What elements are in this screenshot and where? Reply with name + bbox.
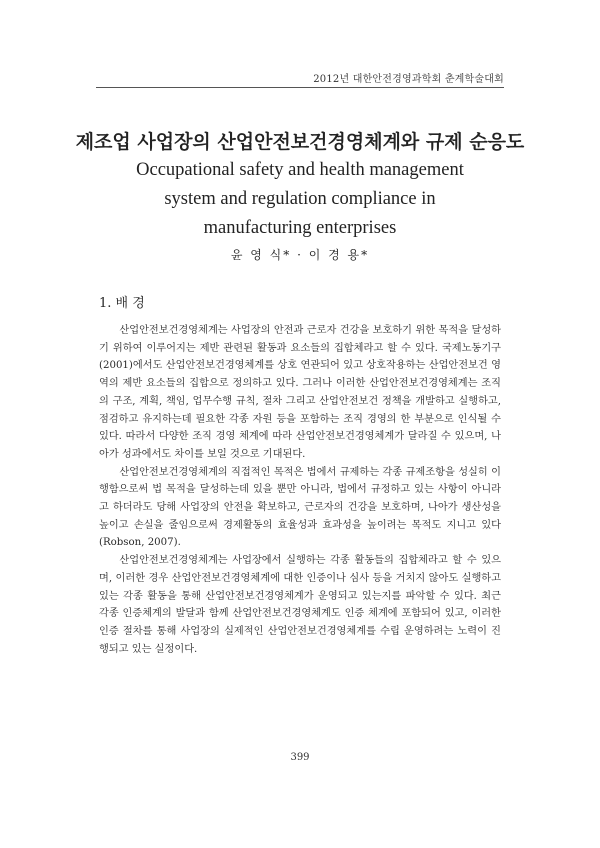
korean-title: 제조업 사업장의 산업안전보건경영체계와 규제 순응도 bbox=[75, 131, 525, 153]
paragraph: 산업안전보건경영체계의 직접적인 목적은 법에서 규제하는 각종 규제조항을 성실히 이행함으로써 법 목적을 달성하는데 있을 뿐만 아니라, 법에서 규정하고 있는 사항이 아니라고 하더라도 당해 사업장의 안전을 확보하고, 근로자의 건강을 보호하며, 나아가 생산성을 높이고 손실을 줄임으로써 경제활동의 효율성과 효과성을 높이려는 목적도 지니고 있다(Robson, 2007). bbox=[99, 466, 501, 549]
english-title-line: manufacturing enterprises bbox=[203, 218, 397, 238]
english-title-line: system and regulation compliance in bbox=[164, 189, 436, 209]
page-number: 399 bbox=[290, 752, 310, 763]
section-heading: 1. 배 경 bbox=[99, 296, 145, 311]
header-rule bbox=[96, 87, 504, 88]
section-body bbox=[99, 322, 501, 658]
title-block bbox=[70, 128, 530, 243]
running-header: 2012년 대한안전경영과학회 춘계학술대회 bbox=[313, 74, 504, 85]
paragraph: 산업안전보건경영체계는 사업장에서 실행하는 각종 활동들의 집합체라고 할 수 있으며, 이러한 경우 산업안전보건경영체계에 대한 인증이나 심사 등을 거치지 않아도 실행하고 있는 각종 활동을 통해 산업안전보건경영체계가 운영되고 있는지를 파악할 수 있다. 최근 각종 인증체계의 발달과 함께 산업안전보건경영체계도 인증 체계에 포함되어 있고, 이러한 인증 절차를 통해 사업장의 실제적인 산업안전보건경영체계를 수립 운영하려는 노력이 진행되고 있는 실정이다. bbox=[99, 555, 501, 655]
authors: 윤 영 식* · 이 경 용* bbox=[230, 248, 370, 262]
english-title-line: Occupational safety and health management bbox=[136, 160, 464, 180]
paragraph: 산업안전보건경영체계는 사업장의 안전과 근로자 건강을 보호하기 위한 목적을 달성하기 위하여 이루어지는 제반 관련된 활동과 요소들의 집합체라고 할 수 있다. 국제노동기구(2001)에서도 산업안전보건경영체계를 상호 연관되어 있고 상호작용하는 산업안전보건 영역의 제반 요소들의 집합으로 정의하고 있다. 그러나 이러한 산업안전보건경영체계는 조직의 구조, 계획, 책임, 업무수행 규칙, 절차 그리고 산업안전보건 정책을 개발하고 실행하고, 점검하고 유지하는데 필요한 각종 자원 등을 포함하는 조직 경영의 한 부분으로 인식될 수 있다. 따라서 다양한 조직 경영 체계에 따라 산업안전보건경영체계가 달라질 수 있으며, 나아가 성과에서도 차이를 보일 것으로 기대된다. bbox=[99, 325, 501, 460]
english-title bbox=[70, 156, 530, 243]
